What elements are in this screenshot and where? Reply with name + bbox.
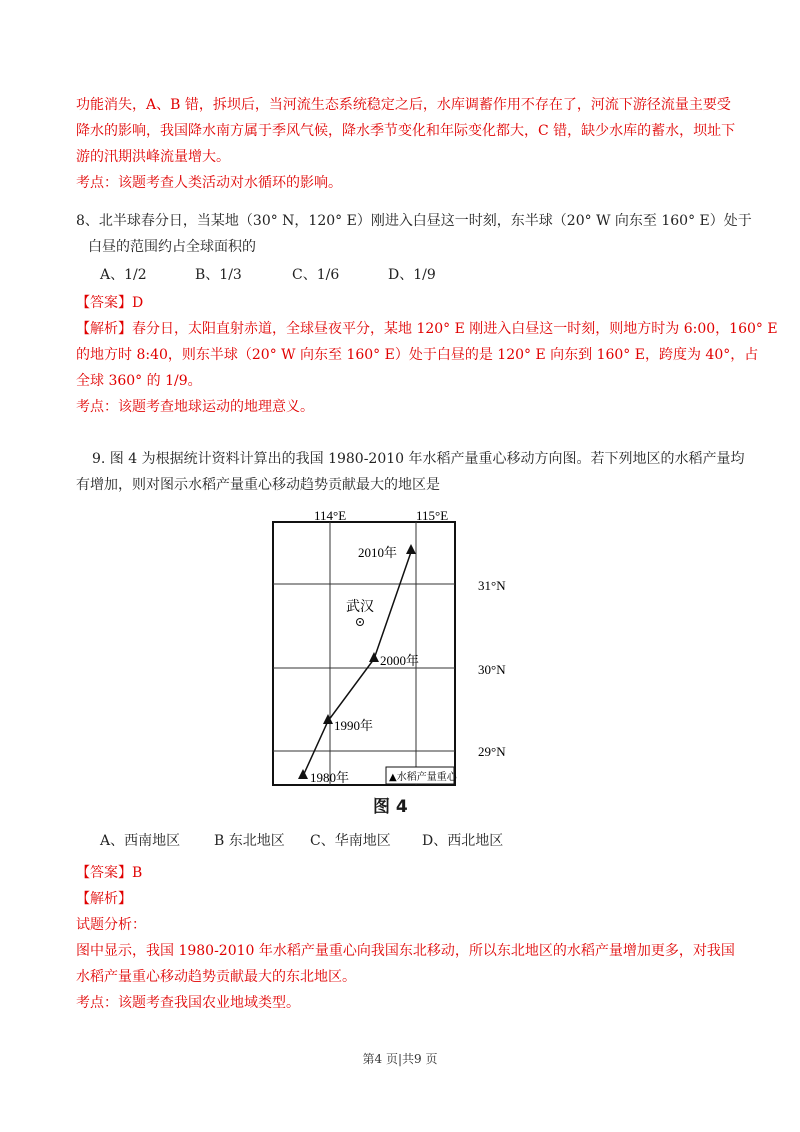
q9-stem: 9. 图 4 为根据统计资料计算出的我国 1980-2010 年水稻产量重心移动方向图。若下列地区的水稻产量均 (92, 451, 745, 467)
q8-stem: 白昼的范围约占全球面积的 (88, 239, 256, 255)
point-2000-marker (369, 652, 379, 662)
lat-label: 30°N (478, 662, 506, 677)
city-marker-dot (359, 621, 361, 623)
q9-options (100, 828, 700, 854)
q8-kaodian: 考点：该题考查地球运动的地理意义。 (76, 399, 314, 415)
q9-analysis-head: 【解析】 (76, 891, 132, 907)
q9-option-a: A、西南地区 (100, 833, 181, 849)
q9-answer: 【答案】B (76, 865, 143, 881)
q9-analysis-sub: 试题分析： (76, 917, 146, 933)
q8-answer: 【答案】D (76, 295, 144, 311)
q8-answer-block (76, 290, 778, 420)
q9-option-b: B 东北地区 (214, 833, 285, 849)
lon-label: 115°E (416, 508, 449, 523)
q7-kaodian: 考点：该题考查人类活动对水循环的影响。 (76, 175, 342, 191)
q7-analysis-line: 游的汛期洪峰流量增大。 (76, 149, 230, 165)
point-1980-marker (298, 769, 308, 779)
q9-analysis-line: 图中显示，我国 1980-2010 年水稻产量重心向我国东北移动，所以东北地区的水稻产量增加更多，对我国 (76, 943, 735, 959)
q7-analysis-line: 功能消失，A、B 错，拆坝后，当河流生态系统稳定之后，水库调蓄作用不存在了，河流下游径流量主要受 (76, 97, 731, 113)
point-1990-label: 1990年 (334, 718, 374, 733)
legend-text: ▲水稻产量重心 (389, 772, 457, 783)
figure-caption: 图 4 (373, 797, 408, 817)
q9-option-c: C、华南地区 (310, 833, 391, 849)
q8-option-d: D、1/9 (388, 267, 436, 283)
q8-analysis-line: 全球 360° 的 1/9。 (76, 373, 202, 389)
q9-answer-block (76, 860, 766, 1016)
q8-analysis-line: 【解析】春分日，太阳直射赤道，全球昼夜平分，某地 120° E 刚进入白昼这一时刻，则地方时为 6:00，160° E (76, 321, 778, 337)
lat-label: 29°N (478, 744, 506, 759)
q9-option-d: D、西北地区 (422, 833, 504, 849)
q9-options-row (100, 828, 700, 854)
point-2010-label: 2010年 (358, 545, 398, 560)
page-footer: 第4 页|共9 页 (362, 1052, 438, 1066)
q8-stem: 8、北半球春分日，当某地（30° N，120° E）刚进入白昼这一时刻，东半球（20° W 向东至 160° E）处于 (76, 213, 752, 229)
question-9 (76, 446, 766, 498)
q8-options (76, 262, 756, 288)
q8-analysis-line: 的地方时 8:40，则东半球（20° W 向东至 160° E）处于白昼的是 120° E 向东到 160° E，跨度为 40°，占 (76, 347, 759, 363)
q8-option-a: A、1/2 (100, 267, 147, 283)
point-2010-marker (406, 544, 416, 554)
q7-analysis-line: 降水的影响，我国降水南方属于季风气候，降水季节变化和年际变化都大，C 错，缺少水库的蓄水，坝址下 (76, 123, 736, 139)
q7-analysis (76, 92, 756, 196)
figure-4 (270, 508, 520, 788)
point-1980-label: 1980年 (310, 770, 350, 785)
map-figure (270, 508, 520, 788)
question-8 (76, 208, 756, 288)
q8-option-b: B、1/3 (195, 267, 242, 283)
point-2000-label: 2000年 (380, 653, 420, 668)
q9-kaodian: 考点：该题考查我国农业地域类型。 (76, 995, 300, 1011)
lon-label: 114°E (314, 508, 347, 523)
map-frame (273, 522, 455, 785)
lat-label: 31°N (478, 578, 506, 593)
q8-option-c: C、1/6 (292, 267, 340, 283)
q9-analysis-line: 水稻产量重心移动趋势贡献最大的东北地区。 (76, 969, 356, 985)
q9-stem: 有增加，则对图示水稻产量重心移动趋势贡献最大的地区是 (76, 477, 440, 493)
city-label-wuhan: 武汉 (346, 599, 374, 615)
